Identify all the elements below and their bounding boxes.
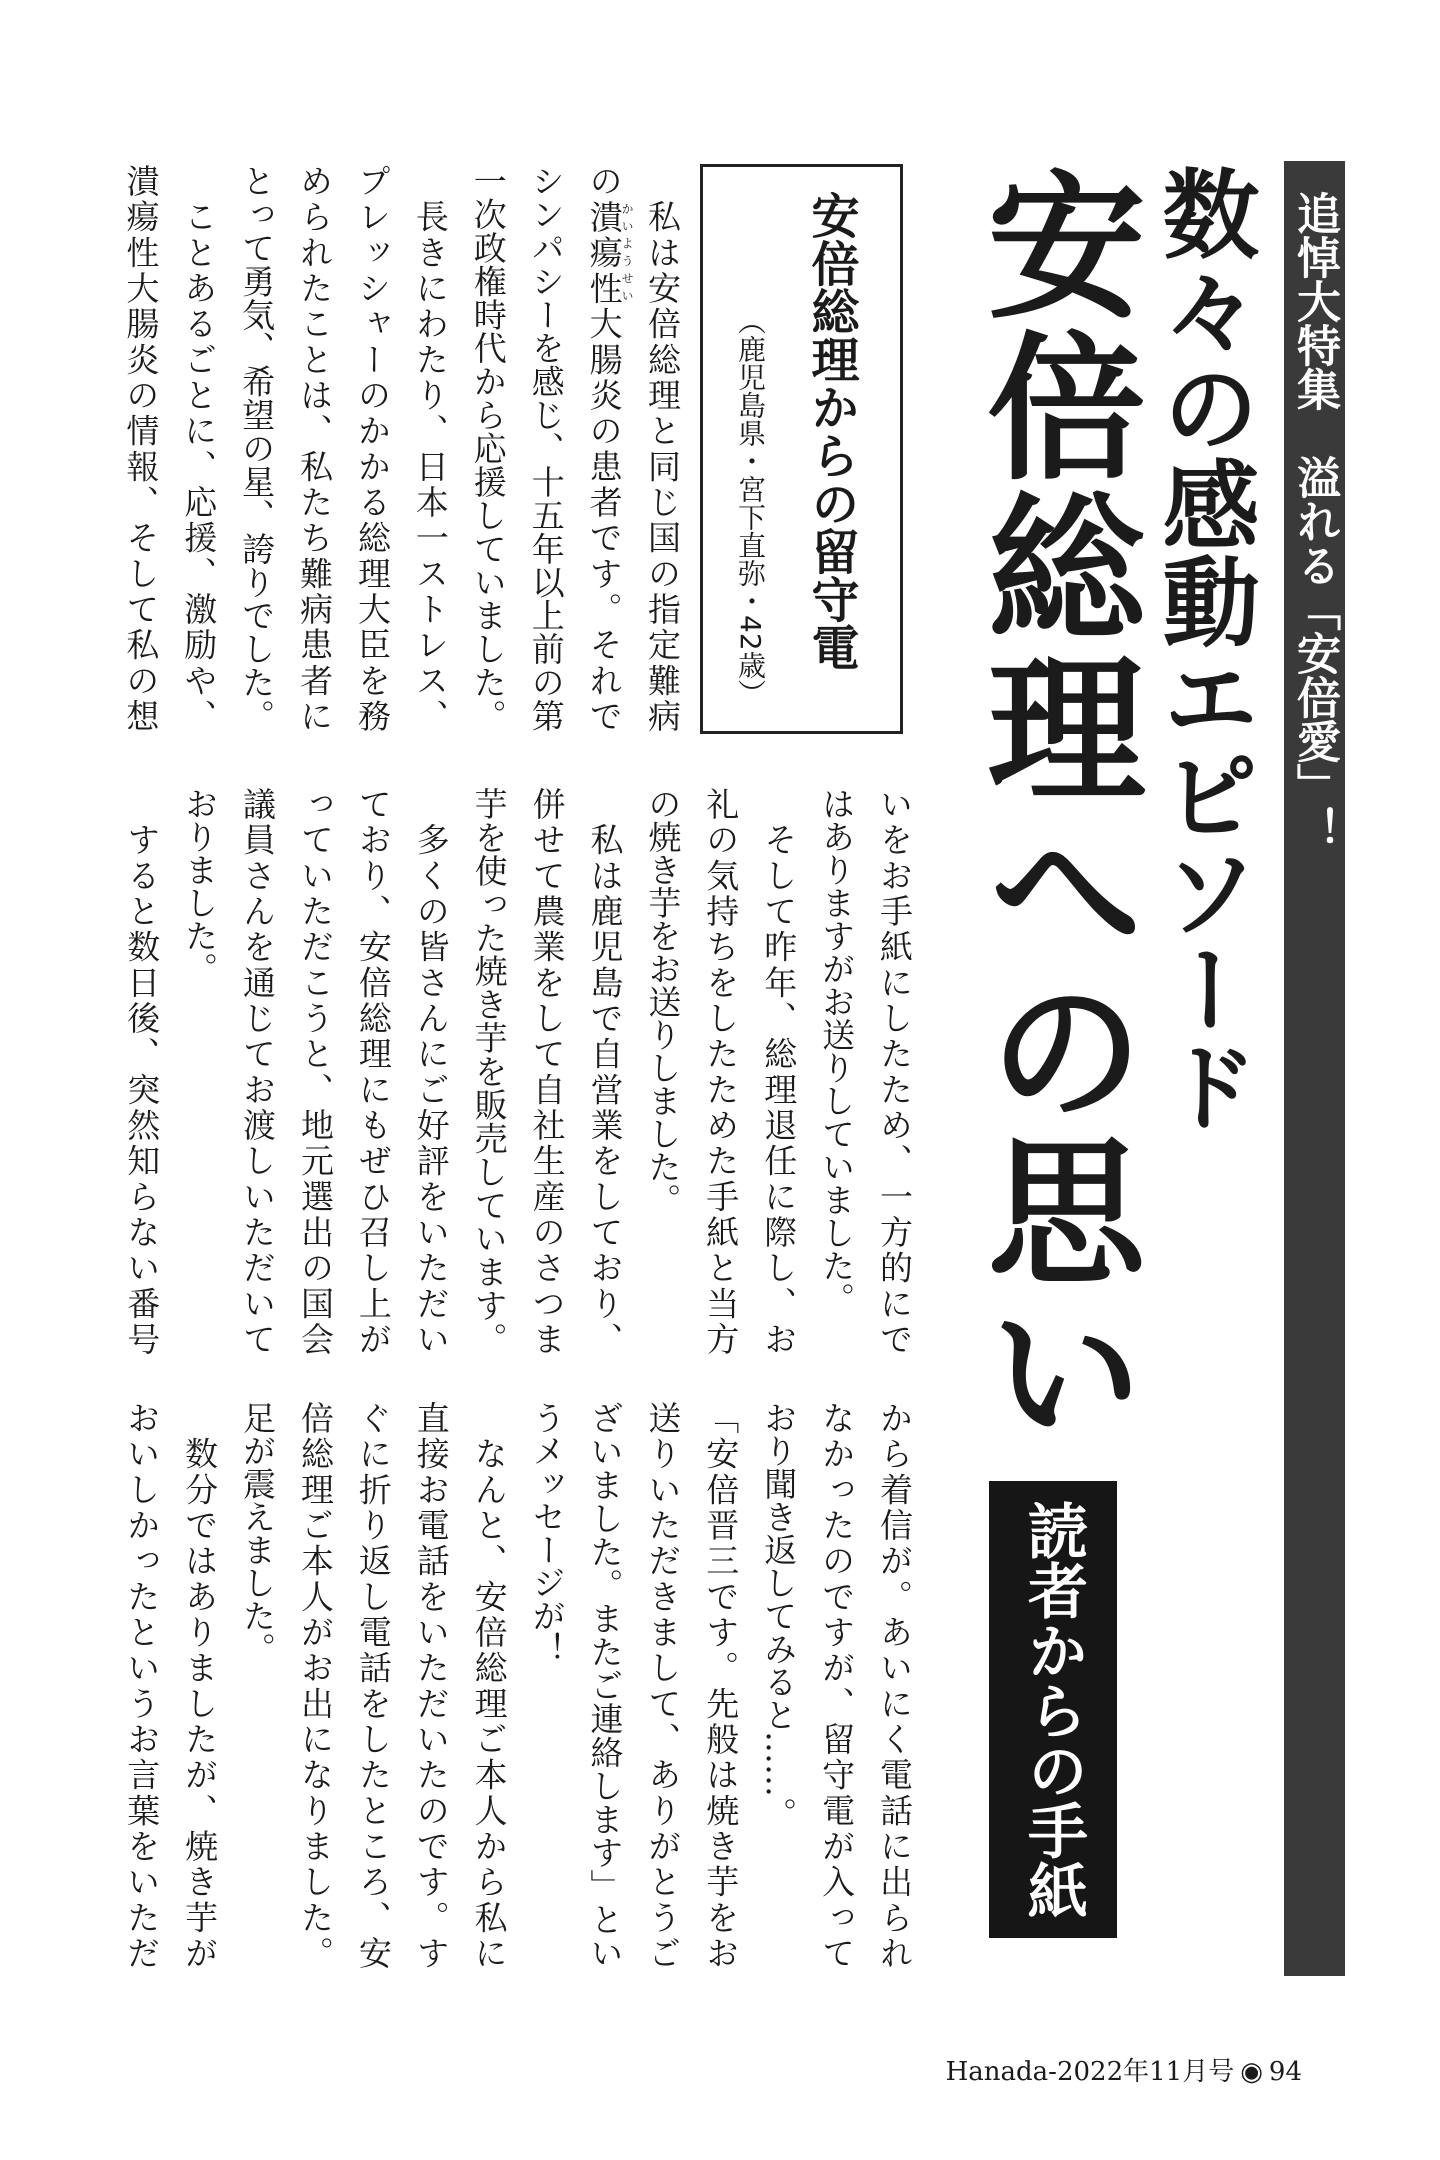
body-column: プレッシャーのかかる総理大臣を務 bbox=[352, 164, 392, 732]
body-column: 足が震えました。 bbox=[238, 1401, 278, 1665]
body-column: 多くの皆さんにご好評をいただい bbox=[411, 787, 451, 1355]
series-banner: 追悼大特集 溢れる「安倍愛」！ bbox=[1284, 161, 1345, 1976]
body-block-upper bbox=[112, 164, 691, 732]
furigana-ruby bbox=[584, 199, 635, 307]
body-column: いをお手紙にしたため、一方的にで bbox=[875, 787, 914, 1355]
body-column: 芋を使った焼き芋を販売しています。 bbox=[469, 787, 509, 1355]
body-text: の bbox=[584, 164, 624, 200]
body-block-lower bbox=[112, 1401, 923, 1969]
body-block-middle bbox=[112, 787, 923, 1355]
ruby-base: 潰瘍性 bbox=[584, 199, 624, 307]
body-column: ざいました。またご連絡します」とい bbox=[585, 1401, 625, 1969]
body-column: 直接お電話をいただいたのです。す bbox=[411, 1401, 451, 1969]
body-column bbox=[575, 164, 633, 732]
body-column: 一次政権時代から応援していました。 bbox=[468, 164, 508, 732]
section-label: 読者からの手紙 bbox=[989, 1481, 1117, 1938]
body-column: シンパシーを感じ、十五年以上前の第 bbox=[526, 164, 566, 732]
body-column: なんと、安倍総理ご本人から私に bbox=[469, 1401, 509, 1969]
body-column: おりました。 bbox=[180, 787, 220, 985]
body-column: 「安倍晋三です。先般は焼き芋をお bbox=[701, 1401, 741, 1969]
body-column: おり聞き返してみると……。 bbox=[759, 1401, 799, 1830]
body-column: 議員さんを通じてお渡しいただいて bbox=[238, 787, 278, 1355]
body-column: 礼の気持ちをしたためた手紙と当方 bbox=[701, 787, 741, 1355]
body-column: うメッセージが！ bbox=[527, 1401, 567, 1665]
body-column: の焼き芋をお送りしました。 bbox=[643, 787, 683, 1216]
body-column: 私は鹿児島で自営業をしており、 bbox=[585, 787, 625, 1355]
furigana-text: かいようせい bbox=[620, 199, 635, 304]
body-column: そして昨年、総理退任に際し、お bbox=[759, 787, 799, 1355]
body-column: 長きにわたり、日本一ストレス、 bbox=[410, 164, 450, 732]
body-column: ぐに折り返し電話をしたところ、安 bbox=[353, 1401, 393, 1969]
headline-kicker: 数々の感動エピソード bbox=[1146, 164, 1260, 1134]
magazine-issue: Hanada-2022年11月号 bbox=[945, 2057, 1235, 2087]
body-column: すると数日後、突然知らない番号 bbox=[122, 787, 162, 1355]
body-column: おいしかったというお言葉をいただ bbox=[122, 1401, 162, 1969]
body-column: はありますがお送りしていました。 bbox=[817, 787, 857, 1315]
body-column: 潰瘍性大腸炎の情報、そして私の想 bbox=[121, 164, 161, 732]
body-column: められたことは、私たち難病患者に bbox=[295, 164, 335, 732]
body-column: っていただこうと、地元選出の国会 bbox=[295, 787, 335, 1355]
headline-title: 安倍総理への思い bbox=[961, 164, 1146, 1452]
body-column: 倍総理ご本人がお出になりました。 bbox=[295, 1401, 335, 1969]
body-column: 私は安倍総理と同じ国の指定難病 bbox=[643, 164, 682, 732]
sidebar-box-title: 安倍総理からの留守電 bbox=[803, 191, 859, 671]
body-column: 数分ではありましたが、焼き芋が bbox=[180, 1401, 220, 1969]
body-column: ており、安倍総理にもぜひ召し上が bbox=[353, 787, 393, 1355]
sidebar-box bbox=[700, 164, 903, 734]
page-footer bbox=[946, 2056, 1302, 2088]
folio-marker-icon: ◉ bbox=[1240, 2057, 1263, 2087]
body-column: 併せて農業をして自社生産のさつま bbox=[527, 787, 567, 1355]
body-column: 送りいただきまして、ありがとうご bbox=[643, 1401, 683, 1969]
body-column: ことあるごとに、応援、激励や、 bbox=[179, 164, 219, 732]
body-column: から着信が。あいにく電話に出られ bbox=[875, 1401, 914, 1969]
page-number: 94 bbox=[1268, 2057, 1302, 2087]
body-column: とって勇気、希望の星、誇りでした。 bbox=[237, 164, 277, 732]
body-column: なかったのですが、留守電が入って bbox=[817, 1401, 857, 1969]
sidebar-box-byline: （鹿児島県・宮下直弥・42歳） bbox=[734, 307, 767, 707]
body-text: 大腸炎の患者です。それで bbox=[584, 306, 624, 733]
